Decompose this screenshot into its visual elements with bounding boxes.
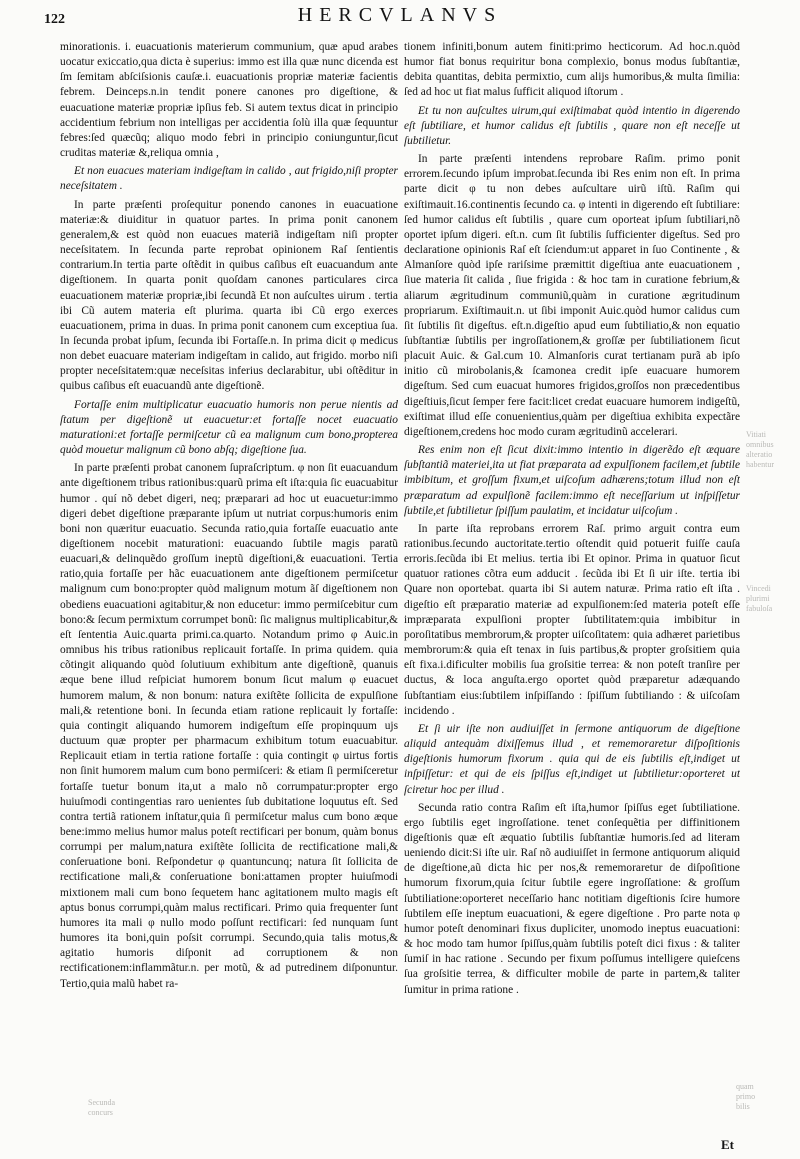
lemma-quotation: Fortaſſe enim multiplicatur euacuatio humoris non perue nientis ad ſtatum per digeſtionẽ ut euacuetur:et fortaſſe nocet euacuatio maturationi:et fortaſſe permiſcetur cũ ea malignum cum bono,propterea quòd mouetur malignum cũ bono abſq; digeſtione ſua.: [60, 398, 398, 457]
paragraph-continuation: minorationis. i. euacuationis materierum communium, quæ apud arabes uocatur exiccatio,qua dicta è superius: immo est illa quæ nunc dicenda est ſm ſemitam abſciſsionis cauſæ.i. euacuationis propriæ materiæ facientis febrem. Deinceps.n.in tendit ponere canones pro digeſtione, & euacuatione materiæ propriæ ipſius feb. Si autem textus dicat in principio accidentium febrium non intelligas per accidentia ſolù illa quæ ſequuntur febres:ſed quæcũq; aliquo modo febri in principio coniunguntur,ſicut cruditas materiæ &,reliqua omnia ,: [60, 41, 398, 160]
paragraph-continuation: tionem infiniti,bonum autem finiti:primo hecticorum. Ad hoc.n.quòd humor fiat bonus requiritur bona complexio, bonus modus ſubſtantiæ, debita quantitas, debita permixtio, cum alijs humoribus,& multa ſimilia: ſed ad hoc ut fiat malus ſufficit aliquod iſtorum .: [404, 41, 740, 99]
left-text-column: [60, 40, 398, 1145]
show-through-text: quam primo bilis: [736, 1082, 756, 1111]
lemma-quotation: Et non euacues materiam indigeſtam in calido , aut frigido,niſi propter neceſsitatem .: [60, 165, 398, 193]
show-through-text: Secunda concurs: [88, 1098, 116, 1117]
page-number: 122: [44, 12, 65, 27]
lemma-quotation: Res enim non eſt ſicut dixit:immo intentio in digerẽdo eſt æquare ſubſtantiã materiei,ita ut fiat præparata ad expulſionem facilem,et ſubtile imbibitum, et groſſum fixum,et uiſcoſum adhærens;totum illud non eſt præparatum ad expulſionẽ facilem:immo eſt neceſſarium ut inſpiſſetur ſubtile,et ſubtilietur ſpiſſum paulatim, et incidatur uiſcoſum .: [404, 444, 740, 517]
lemma-quotation: Et ſi uir iſte non audiuiſſet in ſermone antiquorum de digeſtione aliquid antequàm dixiſſemus illud , et rememoraretur diſpoſitionis digeſtionis humorum fixorum . quia qui de eis ſubtilis eſt,indiget ut inſpiſſetur: et qui de eis ſpiſſus eſt,indiget ut ſubtilietur:oporteret ut ſciretur hoc per illud .: [404, 722, 740, 796]
running-head: HERCVLANVS: [297, 4, 503, 26]
commentary-paragraph: In parte præſenti intendens reprobare Raſim. primo ponit errorem.ſecundo ipſum improbat.ſecunda ibi Res enim non eſt. In prima parte dicit φ tu non debes auſcultare uirũ iſtũ. Raſim qui exiſtimauit.16.continentis ſecundo ca. φ intenti in digerendo eſt ſubtiliare: ſed humor calidus eſt ſubtilis , quare cum oporteat ipſum ſubtiliari,nõ oportet ipſum digeri. eſt.n. cum ſit ſubtilis ſufficienter digeſtus. Sed pro declaratione opinionis Raſ eſt ſciendum:ut apparet in ſuo Continente , & Almanſore quòd ipſe rariſsime præmittit digeſtiua ante euacuationem , ſiue materia ſit calida , ſiue frigida : & hoc tam in curatione febrium,& aliarum ægritudinum communiũ,quàm in curatione ægritudinum propriarum. Exiſtimauit.n. ut ſibi imponit Auic.quòd humor calidus cum ſit ſubtilis ſit digeſtus. eſt.n.digeſtio apud eum ſubtiliatio,& non equatio ſubſtantiæ ſubtilis per ingroſſationem,& groſſæ per ſubtiliationem ſicut placuit Auic. & Gal.cum 10. Almanſoris curat tertianam purã ab ipſo initio cũ mirobolanis,& ſcamonea credit ipſe euacuare humorem digeſtum. Sed cum euacuat humores frigidos,groſſos non præcedentibus digeſtiuis,ſicut ſemper fere facit:licet credat euacuare humorem indigeſtũ, exiſtimat illud eſſe conuenientius,quàm per digeſtiua exhibita expectãre digeſtionem,credens hoc modo curam ægritudinũ accelerari.: [404, 153, 740, 438]
right-text-column: [404, 40, 740, 1145]
commentary-paragraph: Secunda ratio contra Raſim eſt iſta,humor ſpiſſus eget ſubtiliatione. ergo ſubtilis eget ingroſſatione. tenet conſequẽtia per diffinitionem digeſtionis quæ eſt æquatio ſubtilis ſubſtantiæ humoris.ſed ad literam ueniendo dicit:Si iſte uir. Raſ nõ audiuiſſet in ſermone antiquorum aliquid de digeſtione,aũ dicta hic per nos,& rememoraretur de diſpoſitione humorum fixorum,quia ſcitur ſubtile egere ingroſſatione: & groſſum ſubtiliatione:oporteret neceſſario hanc notitiam digeſtionis ſcire humore ſubtilem eſſe ineptum euacuationi, & egere digeſtione . Pro parte nota φ humor poteſt denominari fixus dupliciter, unomodo ineptus euacuationi: & hoc modo tam humor ſpiſſus,quàm ſubtilis poteſt dici fixus : & taliter ſumiſ in hac ratione . Secundo per fixum poſſumus intelligere quieſcens ſua groſsitie terrea, & difficulter mobile de parte in partem,& taliter ſumitur in prima ratione .: [404, 801, 740, 996]
commentary-paragraph: In parte iſta reprobans errorem Raſ. primo arguit contra eum rationibus.ſecundo auctoritate.tertio oſtendit quid potuerit fuiſſe cauſa erroris.ſecũda ibi Et melius. tertia ibi Et opinor. Prima in quatuor ſicut quatuor rationes cõtra eum adducit . ſecũda ibi Et ſi uir iſte. tertia ibi Quare non oportebat. quarta ibi Si autem naturæ. Prima ratio eſt iſta . digeſtio eſt præparatio materiæ ad expulſionem:ſed materia poteſt eſſe impræparata expulſioni propter ſubtilitatem:quia imbibitur in poroſitatibus membrorum,& propter uiſcoſitatem: quia adhæret parietibus membrorum:& quia eſt tenax in ſuis partibus,& propter groſsitiem quia eſt fixa.i.dificulter mobilis ſua groſsitie terrea: & non poteſt tranſire per ductus, & loca anguſta.ergo oportet quòd præparetur adæquando ſubſtantiam eius:ſubtilem inſpiſſando : ſpiſſum ſubtiliando : & uiſcoſam incidendo .: [404, 522, 740, 717]
commentary-paragraph: In parte præſenti proſequitur ponendo canones in euacuatione materiæ:& diuiditur in quatuor partes. In prima ponit canonem generalem,& est quòd non euacues materiã indigeſtam niſi propter neceſsitatem. In ſecunda parte reprobat opinionem Raſ ſentientis contrarium.In tertia parte oſtẽdit in quibus caſibus eſt euacuandum ante digeſtionem. In quarta ponit quoſdam canones particulares circa euacuationem materiæ propriæ,ibi ſecundã Et non auſcultes uirum . tertia ibi Cũ autem materia eſt plurima. quarta ibi Cũ ergo exerces euacuationem, prima in duas. In prima ponit canonem cum exceptiua ſua. In ſecunda probat ipſum, ſecunda ibi Fortaſſe.n. In prima dicit φ medicus non debet euacuare materiam indigeſtam in calido, aut frigido. morbo niſi propter neceſsitatem:quæ neceſsitas inferius declarabitur, ubi oſtẽditur in quibus caſibus eſt euacuandũ ante digeſtionẽ.: [60, 198, 398, 393]
show-through-text: Vitiati omnibus alteratio habentur: [746, 430, 774, 469]
show-through-text: Vincedi plurimi fabuloſa: [746, 584, 773, 613]
commentary-paragraph: In parte præſenti probat canonem ſupraſcriptum. φ non ſit euacuandum ante digeſtionem tribus rationibus:quarũ prima eſt iſta:quia ſic euacuabitur humor . quí nõ debet digeri, neq; præparari ad hoc ut euacuetur:immo digeri debet digeſtione præparante ipſum ut nutriat corpus:humoris enim boni non quæritur euacuatio. Secunda ratio,quia fortaſſe euacuatio ante digeſtionem nocebit maturationi: euacuando ſubtile magis paratũ euacuari,& delinquẽdo groſſum ineptũ digeſtioni,& euacuationi. Tertia ratio,quia fortaſſe per hãc euacuationem ante digeſtionem permiſcetur malignum cum bono:propter quòd malignum motum ãſ digeſtionem non obediens euacuationi agitabitur,& non educetur: immo permiſcebitur cum bono:& ſecum permixtum corrumpet bonũ: ſic malignus multiplicabitur,& eſt ſententia Auic.quarta primi.ca.quarto. Notandum primo φ Auic.in omnibus his tribus rationibus replicauit fortaſſe. In prima quidem. quia cõtingit aliquando quòd ſolutiuum exhibitum ante digeſtionẽ, quanuis æque bene illud reſpiciat humorem bonum ſicut malum φ euacuet humorem malum, & non bonum: natura exiſtẽte ſollicita de expulſione mali,& retentione boni. In ſecunda etiam ratione replicauit ly fortaſſe: quia contingit aliquando humorem indigeſtum eſſe propinquum ujs ductuum quæ propter per pharmacum exhibitum totum euacuabitur. Replicauit etiam in tertia ratione fortaſſe : quia contingit φ uirtus fortis non ſinit humorem malum cum bono permiſceri: & etiam ſi permiſceretur fortaſſe tuetur bonum ita,ut a malo nõ corrumpatur:propter ergo huiuſmodi contingentias raro uenientes ſub dubitatione loquutus eſt. Sed contra tertiã rationem inſtatur,quia ſi permiſcetur malus cum bono æque bene:immo melius humor malus poteſt rectificari per bonum, quàm bonus corrumpi per malum,natura exiſtẽte ſollicita de rectificatione mali,& conſeruatione boni. Reſpondetur φ quantuncunq; natura ſit ſollicita de rectificatione mali,& conſeruatione boni:attamen propter huiuſmodi mixtionem mali cum bono ſequetem hanc agitationem multo magis eſt aptus bonus corrumpi,quàm malus rectificari. Primo quia frequenter ſunt humores ita mali φ nullo modo poſſunt rectificari: ſed nunquam ſunt humores ita boni,quin poſsit corrumpi. Secundo,quia talis motus,& agitatio humoris diſponit ad corruptionem & non rectificationem:inflammãtur.n. per motũ, & ad putredinem diſponuntur. Tertio,quia malũ habet ra-: [60, 462, 398, 990]
catchword: Et: [721, 1137, 734, 1152]
lemma-quotation: Et tu non auſcultes uirum,qui exiſtimabat quòd intentio in digerendo eſt ſubtiliare, et humor calidus eſt ſubtilis , quare non eſt neceſſe ut ſubtilietur.: [404, 104, 740, 147]
